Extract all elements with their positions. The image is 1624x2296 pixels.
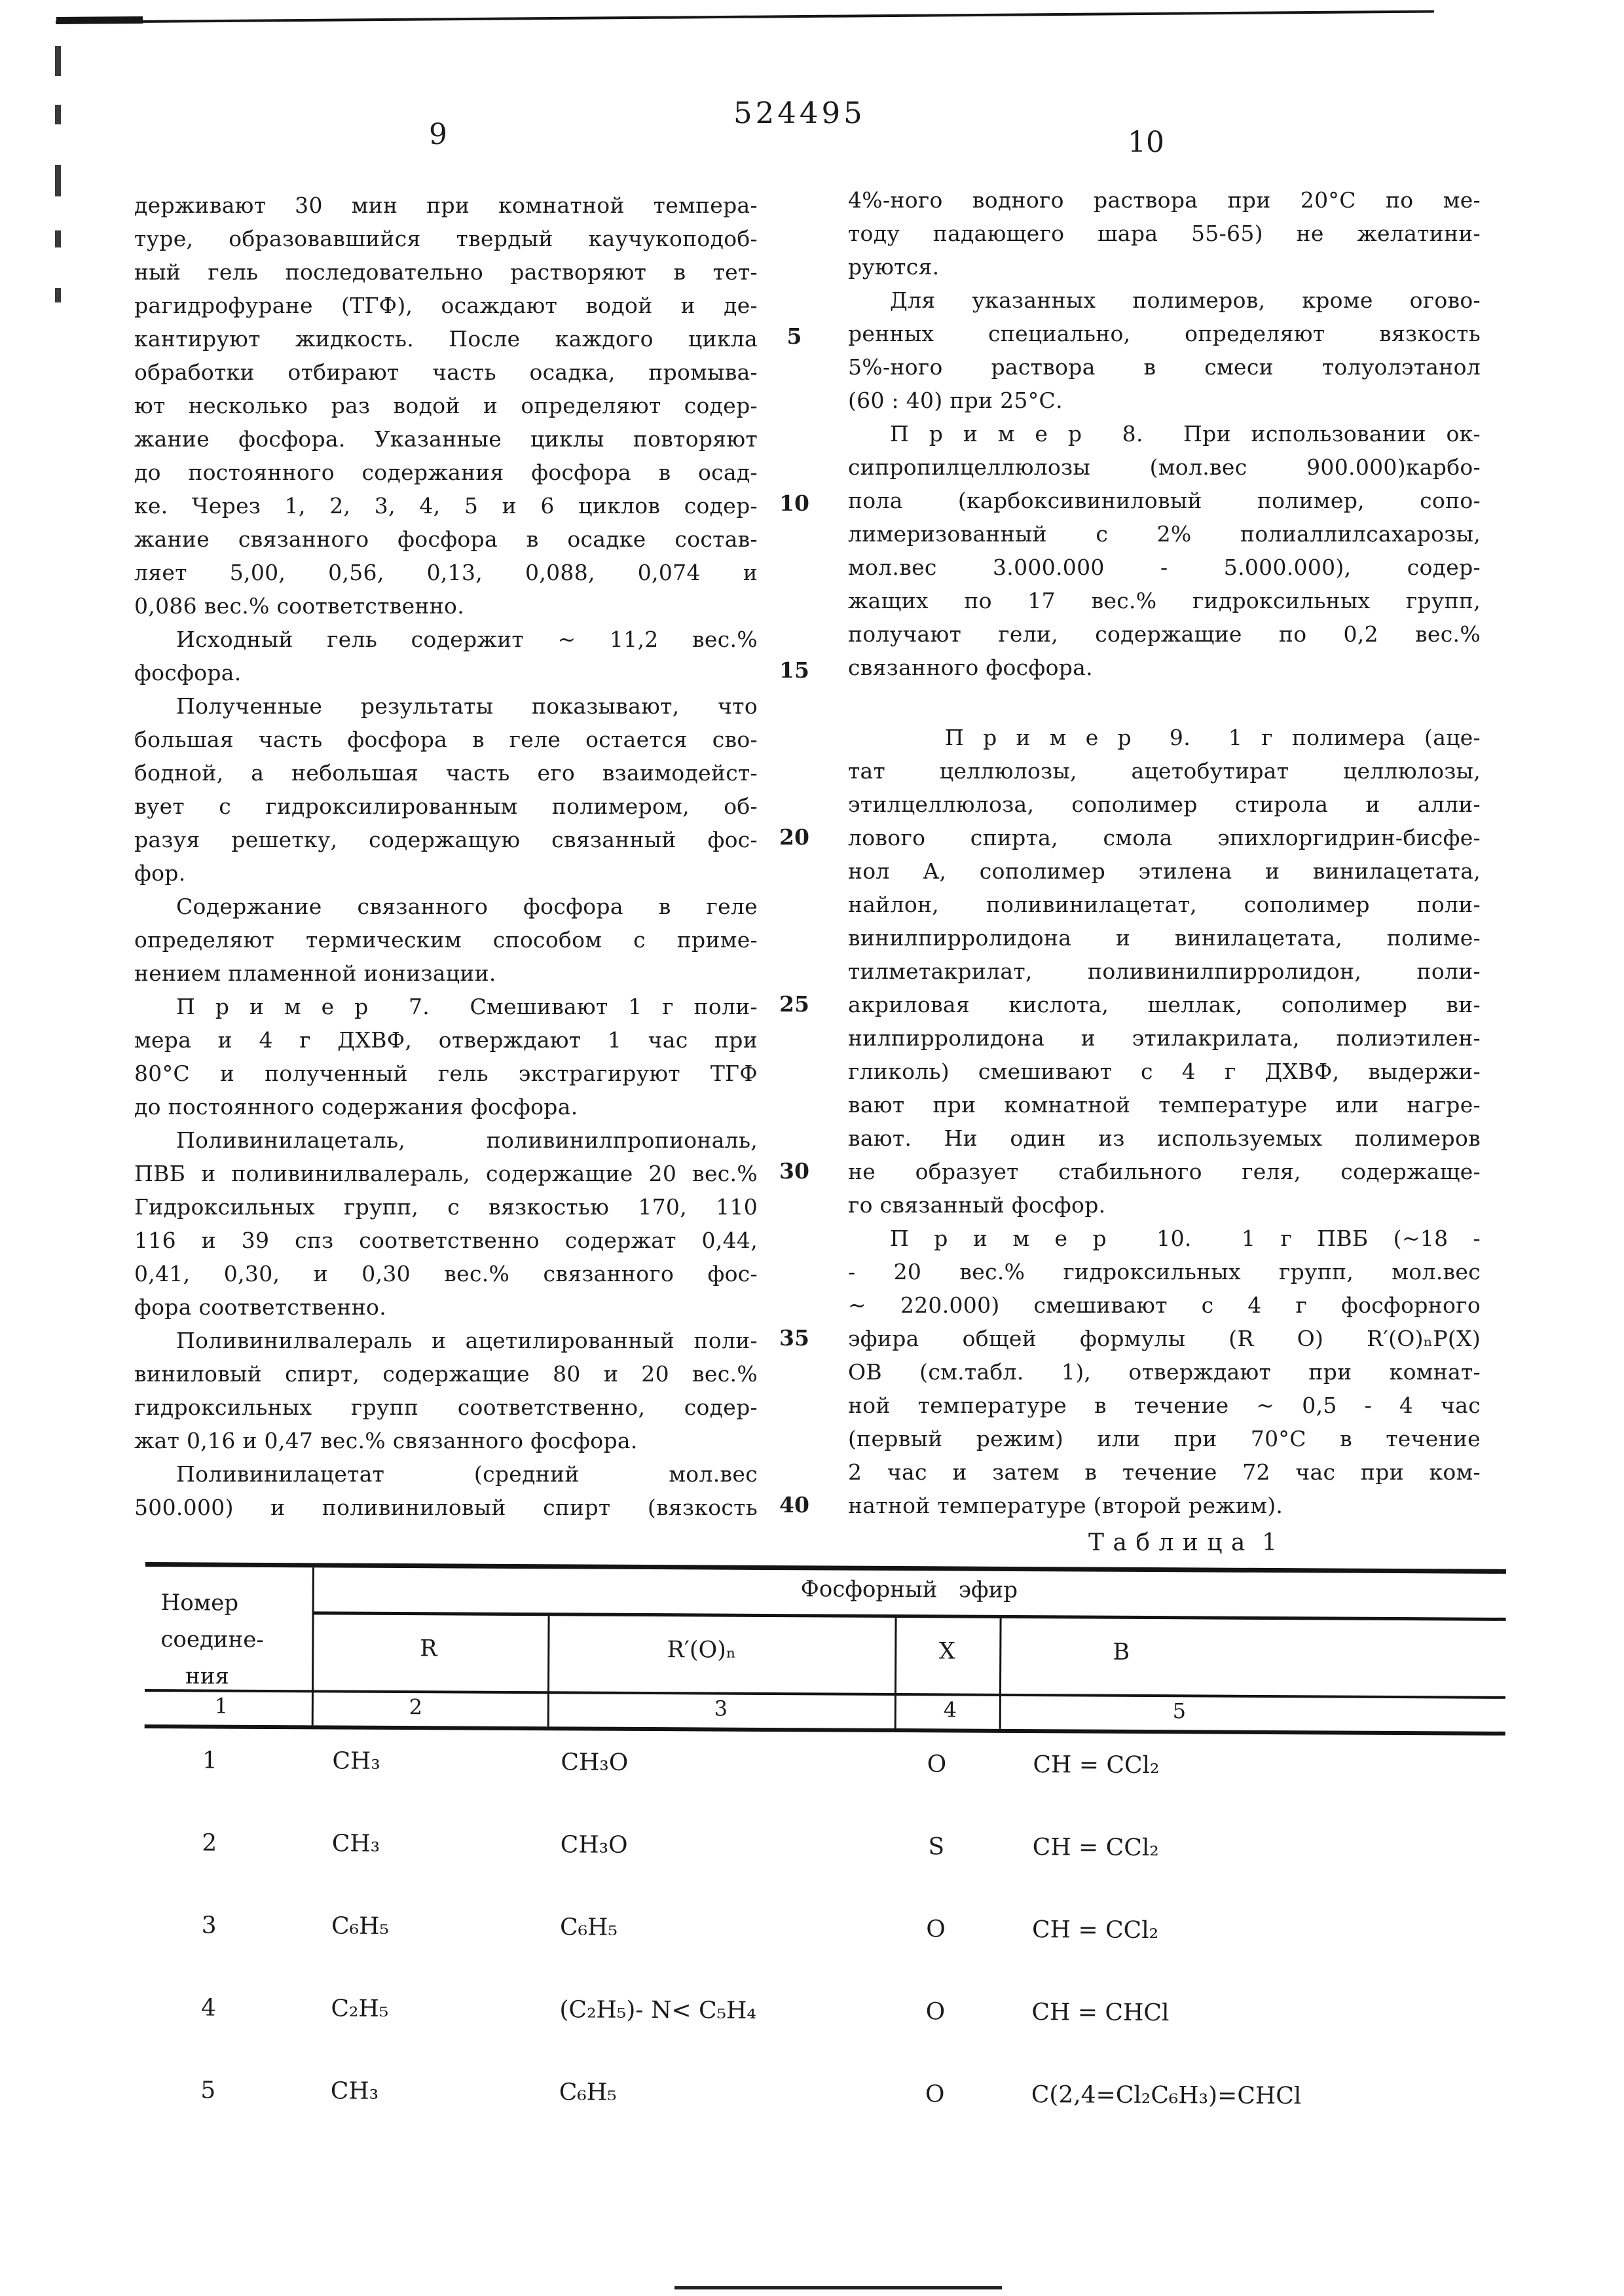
text-line: обработки отбирают часть осадка, промыва- (134, 359, 758, 385)
scan-top-line (56, 10, 1434, 24)
page-number-right: 10 (1128, 126, 1164, 159)
table-column-header-r: R (420, 1635, 437, 1662)
text-line: не образует стабильного геля, содержаще- (848, 1159, 1481, 1184)
margin-line-number: 10 (779, 490, 809, 516)
text-line: ляет 5,00, 0,56, 0,13, 0,088, 0,074 и (134, 560, 758, 585)
text-line: (первый режим) или при 70°С в течение (848, 1426, 1481, 1451)
scan-edge-mark (55, 230, 61, 247)
text-line: этилцеллюлоза, сополимер стирола и алли- (848, 792, 1481, 817)
text-line: вают. Ни один из используемых полимеров (848, 1125, 1481, 1151)
text-line: фосфора. (134, 660, 242, 685)
cell-compound-number: 5 (200, 2077, 216, 2104)
scan-bottom-line (674, 2286, 1002, 2289)
text-line: П р и м е р 10. 1 г ПВБ (~18 - (890, 1226, 1481, 1251)
text-line: пола (карбоксивиниловый полимер, сопо- (848, 488, 1481, 513)
text-line: гликоль) смешивают с 4 г ДХВФ, выдержи- (848, 1059, 1481, 1084)
cell-r-o-n: CH₃O (561, 1749, 629, 1776)
text-line: П р и м е р 9. 1 г полимера (аце- (945, 725, 1481, 750)
text-line: жат 0,16 и 0,47 вес.% связанного фосфора. (134, 1428, 638, 1453)
table-1 (142, 1562, 1506, 2159)
table-column-number: 5 (1172, 1698, 1187, 1724)
text-line: П р и м е р 8. При использовании ок- (890, 421, 1481, 446)
text-line: получают гели, содержащие по 0,2 вес.% (848, 621, 1481, 647)
cell-x: O (927, 1751, 947, 1778)
text-line: 2 час и затем в течение 72 час при ком- (848, 1459, 1481, 1485)
text-line: - 20 вес.% гидроксильных групп, мол.вес (848, 1259, 1481, 1285)
text-line: тилметакрилат, поливинилпирролидон, поли- (848, 958, 1481, 984)
text-line: лимеризованный с 2% полиаллилсахарозы, (848, 521, 1481, 547)
text-line: жание связанного фосфора в осадке состав- (134, 526, 758, 552)
text-line: эфира общей формулы (R O) R′(O)ₙP(X) (848, 1326, 1481, 1351)
text-line: ОВ (см.табл. 1), отверждают при комнат- (848, 1359, 1481, 1385)
margin-line-number: 5 (786, 323, 802, 349)
document-number: 524495 (733, 96, 866, 130)
text-line: 500.000) и поливиниловый спирт (вязкость (134, 1495, 758, 1520)
table-row (143, 1994, 1504, 2084)
table-vertical-rule (547, 1616, 550, 1726)
margin-line-number: 15 (779, 657, 809, 683)
text-line: жание фосфора. Указанные циклы повторяют (134, 426, 758, 452)
table-vertical-rule (999, 1618, 1002, 1729)
table-column-number: 2 (409, 1694, 423, 1720)
text-line: ной температуре в течение ~ 0,5 - 4 час (848, 1393, 1481, 1418)
text-line: 4%-ного водного раствора при 20°С по ме- (848, 187, 1481, 213)
text-line: Гидроксильных групп, с вязкостью 170, 110 (134, 1194, 758, 1220)
cell-r-o-n: C₆H₅ (559, 2079, 617, 2106)
text-line: П р и м е р 7. Смешивают 1 г поли- (176, 994, 758, 1019)
table-column-number: 1 (214, 1693, 229, 1719)
text-line: гидроксильных групп соответственно, содер- (134, 1394, 758, 1420)
margin-line-number: 30 (779, 1158, 809, 1184)
text-line: вают при комнатной температуре или нагре- (848, 1092, 1481, 1118)
text-line: Содержание связанного фосфора в геле (176, 894, 758, 919)
text-line: нением пламенной ионизации. (134, 960, 496, 986)
cell-b: CH = CCl₂ (1033, 1751, 1160, 1779)
margin-line-number: 40 (779, 1492, 809, 1518)
cell-b: CH = CCl₂ (1032, 1834, 1159, 1862)
text-line: кантируют жидкость. После каждого цикла (134, 326, 758, 352)
cell-r-o-n: C₆H₅ (559, 1914, 618, 1941)
text-line: руются. (848, 254, 940, 280)
cell-r: CH₃ (331, 1830, 380, 1857)
text-line: бодной, а небольшая часть его взаимодейст- (134, 760, 758, 786)
text-line: нол А, сополимер этилена и винилацетата, (848, 858, 1481, 884)
text-line: ПВБ и поливинилвалераль, содержащие 20 вес.% (134, 1161, 758, 1186)
cell-r: C₂H₅ (331, 1995, 389, 2022)
text-line: 0,41, 0,30, и 0,30 вес.% связанного фос- (134, 1261, 758, 1286)
text-line: держивают 30 мин при комнатной темпера- (134, 192, 758, 218)
table-row-header-line: соедине- (160, 1626, 264, 1653)
text-line: сипропилцеллюлозы (мол.вес 900.000)карбо- (848, 454, 1481, 480)
table-column-number: 4 (943, 1697, 957, 1722)
scan-top-line-blob (56, 16, 143, 24)
text-line: мера и 4 г ДХВФ, отверждают 1 час при (134, 1027, 758, 1053)
text-line: ке. Через 1, 2, 3, 4, 5 и 6 циклов содер- (134, 493, 758, 519)
text-line: связанного фосфора. (848, 655, 1093, 680)
scan-edge-mark (55, 46, 61, 76)
table-rule-above-column-numbers (145, 1689, 1505, 1699)
table-title: Т а б л и ц а 1 (1088, 1529, 1278, 1556)
text-line: 0,086 вес.% соответственно. (134, 593, 465, 619)
text-line: до постоянного содержания фосфора в осад- (134, 460, 758, 485)
text-line: жащих по 17 вес.% гидроксильных групп, (848, 588, 1481, 613)
table-row-header-line: ния (185, 1663, 229, 1690)
page-number-left: 9 (429, 118, 447, 151)
text-line: Для указанных полимеров, кроме огово- (890, 287, 1481, 313)
table-rule-below-column-numbers (145, 1724, 1505, 1736)
text-line: рагидрофуране (ТГФ), осаждают водой и де- (134, 293, 758, 318)
text-line: до постоянного содержания фосфора. (134, 1094, 578, 1120)
text-line: 5%-ного раствора в смеси толуолэтанол (848, 354, 1481, 380)
text-line: мол.вес 3.000.000 - 5.000.000), содер- (848, 555, 1481, 580)
text-line: 116 и 39 спз соответственно содержат 0,44, (134, 1228, 758, 1253)
scan-edge-mark (55, 288, 61, 302)
cell-compound-number: 4 (200, 1994, 216, 2022)
text-line: ный гель последовательно растворяют в тет- (134, 259, 758, 285)
table-rule-under-group-header (312, 1611, 1506, 1621)
text-line: Поливинилвалераль и ацетилированный поли- (176, 1328, 758, 1353)
table-row (144, 1747, 1505, 1836)
text-line: Полученные результаты показывают, что (176, 693, 758, 719)
text-line: большая часть фосфора в геле остается сво- (134, 727, 758, 752)
table-column-header-x: X (938, 1638, 955, 1665)
text-line: лового спирта, смола эпихлоргидрин-бисфе- (848, 825, 1481, 850)
cell-b: C(2,4=Cl₂C₆H₃)=CHCl (1031, 2081, 1302, 2110)
cell-r: C₆H₅ (331, 1912, 390, 1940)
cell-r: CH₃ (330, 2077, 379, 2105)
text-line: фор. (134, 860, 186, 886)
text-line: тоду падающего шара 55-65) не желатини- (848, 221, 1481, 246)
text-line: туре, образовавшийся твердый каучукоподоб- (134, 226, 758, 251)
table-row-header-line: Номер (160, 1590, 239, 1616)
table-column-header-r-o-n: R′(O)ₙ (667, 1637, 737, 1664)
text-line: ют несколько раз водой и определяют содер- (134, 393, 758, 418)
text-line: ренных специально, определяют вязкость (848, 321, 1481, 346)
left-text-column (134, 189, 758, 1524)
cell-x: S (928, 1833, 945, 1861)
cell-r: CH₃ (332, 1747, 380, 1775)
text-line: го связанный фосфор. (848, 1192, 1106, 1218)
cell-compound-number: 1 (202, 1747, 217, 1774)
cell-b: CH = CHCl (1031, 1999, 1170, 2027)
table-body (142, 1738, 1505, 2166)
cell-x: O (925, 1998, 946, 2026)
table-row (143, 1912, 1505, 2001)
text-line: определяют термическим способом с приме- (134, 927, 758, 953)
text-line: найлон, поливинилацетат, сополимер поли- (848, 892, 1481, 917)
text-line: 80°С и полученный гель экстрагируют ТГФ (134, 1061, 758, 1086)
text-line: вует с гидроксилированным полимером, об- (134, 793, 758, 819)
text-line: Исходный гель содержит ~ 11,2 вес.% (176, 627, 758, 652)
cell-r-o-n: (C₂H₅)- N< C₅H₄ (559, 1996, 756, 2024)
text-line: винилпирролидона и винилацетата, полиме- (848, 925, 1481, 951)
margin-line-number: 25 (779, 991, 809, 1017)
text-line: тат целлюлозы, ацетобутират целлюлозы, (848, 758, 1481, 784)
text-line: ~ 220.000) смешивают с 4 г фосфорного (848, 1292, 1481, 1318)
cell-compound-number: 3 (201, 1912, 217, 1939)
scan-edge-mark (55, 105, 61, 124)
margin-line-number: 20 (779, 824, 809, 850)
table-group-header: Фосфорный эфир (800, 1576, 1018, 1603)
table-row (143, 1829, 1505, 1919)
cell-r-o-n: CH₃O (560, 1831, 628, 1859)
text-line: Поливинилацеталь, поливинилпропиональ, (176, 1127, 758, 1153)
margin-line-number: 35 (779, 1325, 809, 1351)
text-line: нилпирролидона и этилакрилата, полиэтилен- (848, 1025, 1481, 1051)
text-line: акриловая кислота, шеллак, сополимер ви- (848, 992, 1481, 1017)
text-line: (60 : 40) при 25°С. (848, 388, 1063, 413)
cell-b: CH = CCl₂ (1031, 1916, 1159, 1944)
right-text-column (848, 183, 1481, 1522)
cell-x: O (925, 2081, 945, 2108)
text-line: фора соответственно. (134, 1294, 387, 1320)
cell-x: O (926, 1916, 946, 1943)
text-line: виниловый спирт, содержащие 80 и 20 вес.% (134, 1361, 758, 1387)
table-row (142, 2077, 1504, 2166)
scan-edge-mark (55, 165, 61, 196)
table-column-header-b: B (1113, 1639, 1130, 1666)
table-rule-top (145, 1562, 1506, 1574)
text-line: разуя решетку, содержащую связанный фос- (134, 827, 758, 852)
table-column-number: 3 (714, 1696, 728, 1721)
cell-compound-number: 2 (202, 1829, 217, 1857)
text-line: Поливинилацетат (средний мол.вес (176, 1461, 758, 1487)
table-vertical-rule (895, 1618, 897, 1728)
text-line: натной температуре (второй режим). (848, 1493, 1283, 1518)
